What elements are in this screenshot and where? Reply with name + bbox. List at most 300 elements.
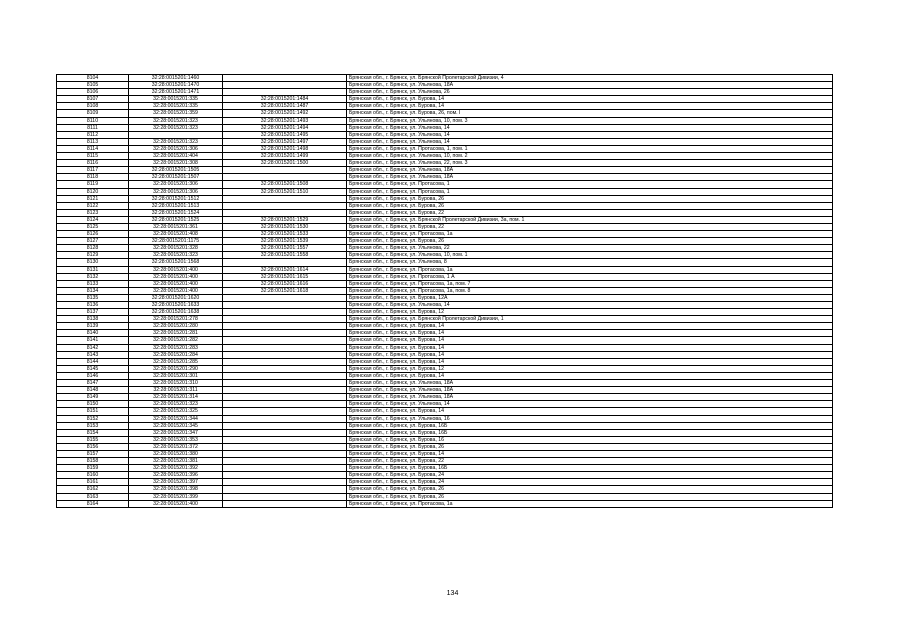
parent-cadastral-number-cell: 32:28:0015201:1500 — [223, 160, 347, 167]
address-cell: Брянская обл., г. Брянск, ул. Протасова, 1 — [347, 188, 833, 195]
parent-cadastral-number-cell — [223, 294, 347, 301]
cadastral-number-cell: 32:28:0015201:381 — [129, 458, 223, 465]
parent-cadastral-number-cell: 32:28:0015201:1510 — [223, 188, 347, 195]
parent-cadastral-number-cell — [223, 458, 347, 465]
parent-cadastral-number-cell — [223, 259, 347, 266]
address-cell: Брянская обл., г. Брянск, ул. Бурова, 14 — [347, 372, 833, 379]
address-cell: Брянская обл., г. Брянск, ул. Бурова, 16 — [347, 436, 833, 443]
table-row — [57, 89, 833, 96]
address-cell: Брянская обл., г. Брянск, ул. Бурова, 14 — [347, 344, 833, 351]
parent-cadastral-number-cell — [223, 479, 347, 486]
cadastral-number-cell: 32:28:0015201:408 — [129, 231, 223, 238]
row-number-cell: 8114 — [57, 145, 129, 152]
table-row — [57, 351, 833, 358]
parent-cadastral-number-cell: 32:28:0015201:1487 — [223, 103, 347, 110]
row-number-cell: 8117 — [57, 167, 129, 174]
row-number-cell: 8105 — [57, 82, 129, 89]
parent-cadastral-number-cell: 32:28:0015201:1530 — [223, 223, 347, 230]
row-number-cell: 8149 — [57, 394, 129, 401]
table-row — [57, 117, 833, 124]
address-cell: Брянская обл., г. Брянск, ул. Бурова, 26, пом. I — [347, 110, 833, 117]
parent-cadastral-number-cell — [223, 195, 347, 202]
parent-cadastral-number-cell: 32:28:0015201:1558 — [223, 252, 347, 259]
address-cell: Брянская обл., г. Брянск, ул. Ульянова, 10, пом. 1 — [347, 252, 833, 259]
table-row — [57, 131, 833, 138]
address-cell: Брянская обл., г. Брянск, ул. Брянской Пролетарской Дивизии, 3а, пом. 1 — [347, 216, 833, 223]
parent-cadastral-number-cell — [223, 401, 347, 408]
row-number-cell: 8137 — [57, 309, 129, 316]
cadastral-number-cell: 32:28:0015201:1568 — [129, 259, 223, 266]
row-number-cell: 8113 — [57, 138, 129, 145]
parent-cadastral-number-cell — [223, 202, 347, 209]
row-number-cell: 8140 — [57, 330, 129, 337]
row-number-cell: 8158 — [57, 458, 129, 465]
parent-cadastral-number-cell — [223, 209, 347, 216]
address-cell: Брянская обл., г. Брянск, ул. Бурова, 14 — [347, 96, 833, 103]
address-cell: Брянская обл., г. Брянск, ул. Бурова, 12 — [347, 365, 833, 372]
cadastral-number-cell: 32:28:0015201:392 — [129, 465, 223, 472]
address-cell: Брянская обл., г. Брянск, ул. Бурова, 24 — [347, 479, 833, 486]
table-row — [57, 323, 833, 330]
row-number-cell: 8110 — [57, 117, 129, 124]
table-row — [57, 75, 833, 82]
address-cell: Брянская обл., г. Брянск, ул. Ульянова, 26 — [347, 89, 833, 96]
row-number-cell: 8130 — [57, 259, 129, 266]
address-cell: Брянская обл., г. Брянск, ул. Ульянова, 8 — [347, 259, 833, 266]
address-cell: Брянская обл., г. Брянск, ул. Бурова, 14 — [347, 358, 833, 365]
cadastral-number-cell: 32:28:0015201:400 — [129, 500, 223, 507]
parent-cadastral-number-cell: 32:28:0015201:1484 — [223, 96, 347, 103]
table-row — [57, 486, 833, 493]
address-cell: Брянская обл., г. Брянск, ул. Брянской Пролетарской Дивизии, 1 — [347, 316, 833, 323]
table-row — [57, 465, 833, 472]
table-row — [57, 202, 833, 209]
cadastral-number-cell: 32:28:0015201:404 — [129, 153, 223, 160]
table-row — [57, 394, 833, 401]
cadastral-number-cell: 32:28:0015201:323 — [129, 117, 223, 124]
row-number-cell: 8120 — [57, 188, 129, 195]
address-cell: Брянская обл., г. Брянск, ул. Ульянова, 10, пом. 3 — [347, 117, 833, 124]
cadastral-number-cell: 32:28:0015201:400 — [129, 273, 223, 280]
address-cell: Брянская обл., г. Брянск, ул. Бурова, 26 — [347, 195, 833, 202]
table-row — [57, 188, 833, 195]
row-number-cell: 8156 — [57, 443, 129, 450]
cadastral-number-cell: 32:28:0015201:1505 — [129, 167, 223, 174]
parent-cadastral-number-cell — [223, 465, 347, 472]
cadastral-number-cell: 32:28:0015201:400 — [129, 287, 223, 294]
row-number-cell: 8132 — [57, 273, 129, 280]
table-row — [57, 238, 833, 245]
cadastral-number-cell: 32:28:0015201:397 — [129, 479, 223, 486]
cadastral-number-cell: 32:28:0015201:353 — [129, 436, 223, 443]
address-cell: Брянская обл., г. Брянск, ул. Бурова, 14 — [347, 323, 833, 330]
table-row — [57, 316, 833, 323]
row-number-cell: 8131 — [57, 266, 129, 273]
parent-cadastral-number-cell — [223, 422, 347, 429]
row-number-cell: 8115 — [57, 153, 129, 160]
row-number-cell: 8160 — [57, 472, 129, 479]
address-cell: Брянская обл., г. Брянск, ул. Протасова, 1, пом. 1 — [347, 145, 833, 152]
parent-cadastral-number-cell — [223, 337, 347, 344]
parent-cadastral-number-cell — [223, 358, 347, 365]
table-row — [57, 443, 833, 450]
table-row — [57, 245, 833, 252]
address-cell: Брянская обл., г. Брянск, ул. Бурова, 26 — [347, 486, 833, 493]
parent-cadastral-number-cell — [223, 89, 347, 96]
table-row — [57, 103, 833, 110]
address-cell: Брянская обл., г. Брянск, ул. Ульянова, 18А — [347, 394, 833, 401]
table-row — [57, 216, 833, 223]
row-number-cell: 8109 — [57, 110, 129, 117]
row-number-cell: 8104 — [57, 75, 129, 82]
table-row — [57, 472, 833, 479]
cadastral-number-cell: 32:28:0015201:1470 — [129, 82, 223, 89]
table-row — [57, 344, 833, 351]
address-cell: Брянская обл., г. Брянск, ул. Ульянова, 14 — [347, 302, 833, 309]
address-cell: Брянская обл., г. Брянск, ул. Бурова, 16Б — [347, 429, 833, 436]
table-body — [57, 75, 833, 508]
cadastral-number-cell: 32:28:0015201:335 — [129, 103, 223, 110]
address-cell: Брянская обл., г. Брянск, ул. Бурова, 26 — [347, 238, 833, 245]
address-cell: Брянская обл., г. Брянск, ул. Бурова, 14 — [347, 450, 833, 457]
parent-cadastral-number-cell: 32:28:0015201:1508 — [223, 181, 347, 188]
address-cell: Брянская обл., г. Брянск, ул. Протасова, 1 А — [347, 273, 833, 280]
address-cell: Брянская обл., г. Брянск, ул. Протасова, 1а — [347, 500, 833, 507]
address-cell: Брянская обл., г. Брянск, ул. Ульянова, 16 — [347, 415, 833, 422]
table-row — [57, 387, 833, 394]
row-number-cell: 8121 — [57, 195, 129, 202]
table-row — [57, 330, 833, 337]
address-cell: Брянская обл., г. Брянск, ул. Ульянова, 10, пом. 2 — [347, 153, 833, 160]
table-row — [57, 174, 833, 181]
cadastral-number-cell: 32:28:0015201:325 — [129, 408, 223, 415]
parent-cadastral-number-cell: 32:28:0015201:1615 — [223, 273, 347, 280]
row-number-cell: 8133 — [57, 280, 129, 287]
table-row — [57, 415, 833, 422]
parent-cadastral-number-cell — [223, 408, 347, 415]
cadastral-number-cell: 32:28:0015201:314 — [129, 394, 223, 401]
cadastral-number-cell: 32:28:0015201:400 — [129, 280, 223, 287]
cadastral-number-cell: 32:28:0015201:284 — [129, 351, 223, 358]
parent-cadastral-number-cell — [223, 344, 347, 351]
address-cell: Брянская обл., г. Брянск, ул. Бурова, 26 — [347, 493, 833, 500]
cadastral-number-cell: 32:28:0015201:323 — [129, 124, 223, 131]
row-number-cell: 8152 — [57, 415, 129, 422]
row-number-cell: 8141 — [57, 337, 129, 344]
row-number-cell: 8155 — [57, 436, 129, 443]
row-number-cell: 8118 — [57, 174, 129, 181]
table-row — [57, 294, 833, 301]
cadastral-number-cell: 32:28:0015201:396 — [129, 472, 223, 479]
address-cell: Брянская обл., г. Брянск, ул. Бурова, 12А — [347, 294, 833, 301]
row-number-cell: 8127 — [57, 238, 129, 245]
cadastral-number-cell: 32:28:0015201:323 — [129, 252, 223, 259]
cadastral-number-cell: 32:28:0015201:1512 — [129, 195, 223, 202]
address-cell: Брянская обл., г. Брянск, ул. Ульянова, 22 — [347, 245, 833, 252]
parent-cadastral-number-cell — [223, 387, 347, 394]
row-number-cell: 8112 — [57, 131, 129, 138]
table-row — [57, 195, 833, 202]
row-number-cell: 8108 — [57, 103, 129, 110]
parent-cadastral-number-cell: 32:28:0015201:1539 — [223, 238, 347, 245]
row-number-cell: 8146 — [57, 372, 129, 379]
table-row — [57, 309, 833, 316]
row-number-cell: 8123 — [57, 209, 129, 216]
parent-cadastral-number-cell: 32:28:0015201:1614 — [223, 266, 347, 273]
table-row — [57, 252, 833, 259]
table-row — [57, 160, 833, 167]
parent-cadastral-number-cell — [223, 323, 347, 330]
address-cell: Брянская обл., г. Брянск, ул. Бурова, 14 — [347, 330, 833, 337]
table-row — [57, 287, 833, 294]
parent-cadastral-number-cell — [223, 493, 347, 500]
parent-cadastral-number-cell: 32:28:0015201:1616 — [223, 280, 347, 287]
parent-cadastral-number-cell — [223, 472, 347, 479]
table-row — [57, 458, 833, 465]
cadastral-number-cell: 32:28:0015201:281 — [129, 330, 223, 337]
table-row — [57, 500, 833, 507]
property-register-table — [56, 74, 833, 508]
address-cell: Брянская обл., г. Брянск, ул. Протасова, 1а, пом. 7 — [347, 280, 833, 287]
cadastral-number-cell: 32:28:0015201:301 — [129, 372, 223, 379]
address-cell: Брянская обл., г. Брянск, ул. Бурова, 14 — [347, 103, 833, 110]
table-row — [57, 181, 833, 188]
cadastral-number-cell: 32:28:0015201:280 — [129, 323, 223, 330]
cadastral-number-cell: 32:28:0015201:372 — [129, 443, 223, 450]
address-cell: Брянская обл., г. Брянск, ул. Бурова, 26 — [347, 202, 833, 209]
table-row — [57, 153, 833, 160]
row-number-cell: 8157 — [57, 450, 129, 457]
parent-cadastral-number-cell — [223, 302, 347, 309]
parent-cadastral-number-cell: 32:28:0015201:1618 — [223, 287, 347, 294]
address-cell: Брянская обл., г. Брянск, ул. Протасова, 1а — [347, 266, 833, 273]
parent-cadastral-number-cell: 32:28:0015201:1493 — [223, 117, 347, 124]
cadastral-number-cell: 32:28:0015201:283 — [129, 344, 223, 351]
row-number-cell: 8164 — [57, 500, 129, 507]
table-row — [57, 124, 833, 131]
row-number-cell: 8147 — [57, 380, 129, 387]
parent-cadastral-number-cell: 32:28:0015201:1492 — [223, 110, 347, 117]
parent-cadastral-number-cell — [223, 316, 347, 323]
cadastral-number-cell: 32:28:0015201:1471 — [129, 89, 223, 96]
row-number-cell: 8126 — [57, 231, 129, 238]
cadastral-number-cell: 32:28:0015201:328 — [129, 245, 223, 252]
table-row — [57, 82, 833, 89]
parent-cadastral-number-cell — [223, 75, 347, 82]
row-number-cell: 8161 — [57, 479, 129, 486]
address-cell: Брянская обл., г. Брянск, ул. Бурова, 26 — [347, 443, 833, 450]
row-number-cell: 8139 — [57, 323, 129, 330]
row-number-cell: 8138 — [57, 316, 129, 323]
cadastral-number-cell: 32:28:0015201:1513 — [129, 202, 223, 209]
parent-cadastral-number-cell — [223, 429, 347, 436]
row-number-cell: 8119 — [57, 181, 129, 188]
parent-cadastral-number-cell — [223, 82, 347, 89]
cadastral-number-cell: 32:28:0015201:400 — [129, 266, 223, 273]
row-number-cell: 8145 — [57, 365, 129, 372]
parent-cadastral-number-cell — [223, 351, 347, 358]
cadastral-number-cell: 32:28:0015201:347 — [129, 429, 223, 436]
cadastral-number-cell: 32:28:0015201:398 — [129, 486, 223, 493]
parent-cadastral-number-cell — [223, 372, 347, 379]
table-row — [57, 365, 833, 372]
table-row — [57, 145, 833, 152]
parent-cadastral-number-cell: 32:28:0015201:1495 — [223, 131, 347, 138]
address-cell: Брянская обл., г. Брянск, ул. Ульянова, 18А — [347, 167, 833, 174]
address-cell: Брянская обл., г. Брянск, ул. Бурова, 22 — [347, 458, 833, 465]
address-cell: Брянская обл., г. Брянск, ул. Бурова, 24 — [347, 472, 833, 479]
table-row — [57, 337, 833, 344]
cadastral-number-cell: 32:28:0015201:1524 — [129, 209, 223, 216]
cadastral-number-cell: 32:28:0015201:323 — [129, 138, 223, 145]
table-row — [57, 167, 833, 174]
row-number-cell: 8142 — [57, 344, 129, 351]
address-cell: Брянская обл., г. Брянск, ул. Бурова, 16Б — [347, 422, 833, 429]
table-row — [57, 493, 833, 500]
row-number-cell: 8143 — [57, 351, 129, 358]
address-cell: Брянская обл., г. Брянск, ул. Ульянова, 18А — [347, 387, 833, 394]
table-row — [57, 110, 833, 117]
parent-cadastral-number-cell: 32:28:0015201:1529 — [223, 216, 347, 223]
cadastral-number-cell: 32:28:0015201:306 — [129, 181, 223, 188]
row-number-cell: 8111 — [57, 124, 129, 131]
row-number-cell: 8125 — [57, 223, 129, 230]
row-number-cell: 8144 — [57, 358, 129, 365]
address-cell: Брянская обл., г. Брянск, ул. Ульянова, 14 — [347, 124, 833, 131]
cadastral-number-cell: 32:28:0015201:359 — [129, 110, 223, 117]
table-row — [57, 138, 833, 145]
page-number: 134 — [446, 590, 459, 597]
table-row — [57, 450, 833, 457]
cadastral-number-cell: 32:28:0015201:345 — [129, 422, 223, 429]
row-number-cell: 8154 — [57, 429, 129, 436]
table-row — [57, 302, 833, 309]
row-number-cell: 8135 — [57, 294, 129, 301]
table-row — [57, 209, 833, 216]
row-number-cell: 8116 — [57, 160, 129, 167]
cadastral-number-cell: 32:28:0015201:311 — [129, 387, 223, 394]
parent-cadastral-number-cell: 32:28:0015201:1533 — [223, 231, 347, 238]
address-cell: Брянская обл., г. Брянск, ул. Ульянова, 18А — [347, 380, 833, 387]
cadastral-number-cell: 32:28:0015201:380 — [129, 450, 223, 457]
row-number-cell: 8151 — [57, 408, 129, 415]
cadastral-number-cell: 32:28:0015201:1507 — [129, 174, 223, 181]
cadastral-number-cell: 32:28:0015201:1525 — [129, 216, 223, 223]
row-number-cell: 8107 — [57, 96, 129, 103]
table-row — [57, 380, 833, 387]
row-number-cell: 8159 — [57, 465, 129, 472]
table-row — [57, 401, 833, 408]
table-row — [57, 223, 833, 230]
parent-cadastral-number-cell: 32:28:0015201:1557 — [223, 245, 347, 252]
parent-cadastral-number-cell — [223, 330, 347, 337]
address-cell: Брянская обл., г. Брянск, ул. Ульянова, 14 — [347, 138, 833, 145]
cadastral-number-cell: 32:28:0015201:1638 — [129, 309, 223, 316]
address-cell: Брянская обл., г. Брянск, ул. Ульянова, 14 — [347, 131, 833, 138]
table-row — [57, 436, 833, 443]
parent-cadastral-number-cell — [223, 486, 347, 493]
cadastral-number-cell: 32:28:0015201:361 — [129, 223, 223, 230]
address-cell: Брянская обл., г. Брянск, ул. Ульянова, 22, пом. 3 — [347, 160, 833, 167]
table-row — [57, 96, 833, 103]
address-cell: Брянская обл., г. Брянск, ул. Бурова, 22 — [347, 223, 833, 230]
cadastral-number-cell: 32:28:0015201:310 — [129, 380, 223, 387]
row-number-cell: 8122 — [57, 202, 129, 209]
table-row — [57, 372, 833, 379]
row-number-cell: 8134 — [57, 287, 129, 294]
parent-cadastral-number-cell: 32:28:0015201:1499 — [223, 153, 347, 160]
cadastral-number-cell: 32:28:0015201:278 — [129, 316, 223, 323]
row-number-cell: 8148 — [57, 387, 129, 394]
row-number-cell: 8106 — [57, 89, 129, 96]
cadastral-number-cell: 32:28:0015201:1620 — [129, 294, 223, 301]
cadastral-number-cell: 32:28:0015201:1175 — [129, 238, 223, 245]
row-number-cell: 8153 — [57, 422, 129, 429]
cadastral-number-cell: 32:28:0015201:399 — [129, 493, 223, 500]
table-row — [57, 266, 833, 273]
address-cell: Брянская обл., г. Брянск, ул. Ульянова, 14 — [347, 401, 833, 408]
cadastral-number-cell: 32:28:0015201:306 — [129, 188, 223, 195]
cadastral-number-cell — [129, 131, 223, 138]
address-cell: Брянская обл., г. Брянск, ул. Протасова, 1а, пом. 8 — [347, 287, 833, 294]
address-cell: Брянская обл., г. Брянск, ул. Бурова, 22 — [347, 209, 833, 216]
table-row — [57, 422, 833, 429]
parent-cadastral-number-cell — [223, 167, 347, 174]
cadastral-number-cell: 32:28:0015201:308 — [129, 160, 223, 167]
table-row — [57, 429, 833, 436]
parent-cadastral-number-cell — [223, 380, 347, 387]
cadastral-number-cell: 32:28:0015201:282 — [129, 337, 223, 344]
row-number-cell: 8124 — [57, 216, 129, 223]
parent-cadastral-number-cell: 32:28:0015201:1498 — [223, 145, 347, 152]
table-row — [57, 408, 833, 415]
parent-cadastral-number-cell — [223, 309, 347, 316]
row-number-cell: 8162 — [57, 486, 129, 493]
row-number-cell: 8129 — [57, 252, 129, 259]
address-cell: Брянская обл., г. Брянск, ул. Бурова, 14 — [347, 337, 833, 344]
parent-cadastral-number-cell: 32:28:0015201:1497 — [223, 138, 347, 145]
cadastral-number-cell: 32:28:0015201:323 — [129, 401, 223, 408]
cadastral-number-cell: 32:28:0015201:306 — [129, 145, 223, 152]
cadastral-number-cell: 32:28:0015201:285 — [129, 358, 223, 365]
address-cell: Брянская обл., г. Брянск, ул. Бурова, 12 — [347, 309, 833, 316]
parent-cadastral-number-cell — [223, 365, 347, 372]
parent-cadastral-number-cell — [223, 500, 347, 507]
table-row — [57, 273, 833, 280]
address-cell: Брянская обл., г. Брянск, ул. Брянской Пролетарской Дивизии, 4 — [347, 75, 833, 82]
address-cell: Брянская обл., г. Брянск, ул. Бурова, 14 — [347, 408, 833, 415]
table-row — [57, 280, 833, 287]
table-row — [57, 479, 833, 486]
parent-cadastral-number-cell: 32:28:0015201:1494 — [223, 124, 347, 131]
cadastral-number-cell: 32:28:0015201:1633 — [129, 302, 223, 309]
cadastral-number-cell: 32:28:0015201:335 — [129, 96, 223, 103]
row-number-cell: 8136 — [57, 302, 129, 309]
table-row — [57, 358, 833, 365]
cadastral-number-cell: 32:28:0015201:290 — [129, 365, 223, 372]
parent-cadastral-number-cell — [223, 415, 347, 422]
parent-cadastral-number-cell — [223, 394, 347, 401]
cadastral-number-cell: 32:28:0015201:1460 — [129, 75, 223, 82]
address-cell: Брянская обл., г. Брянск, ул. Ульянова, 18А — [347, 174, 833, 181]
address-cell: Брянская обл., г. Брянск, ул. Ульянова, 18А — [347, 82, 833, 89]
parent-cadastral-number-cell — [223, 174, 347, 181]
parent-cadastral-number-cell — [223, 443, 347, 450]
cadastral-number-cell: 32:28:0015201:344 — [129, 415, 223, 422]
row-number-cell: 8128 — [57, 245, 129, 252]
table-row — [57, 259, 833, 266]
parent-cadastral-number-cell — [223, 450, 347, 457]
